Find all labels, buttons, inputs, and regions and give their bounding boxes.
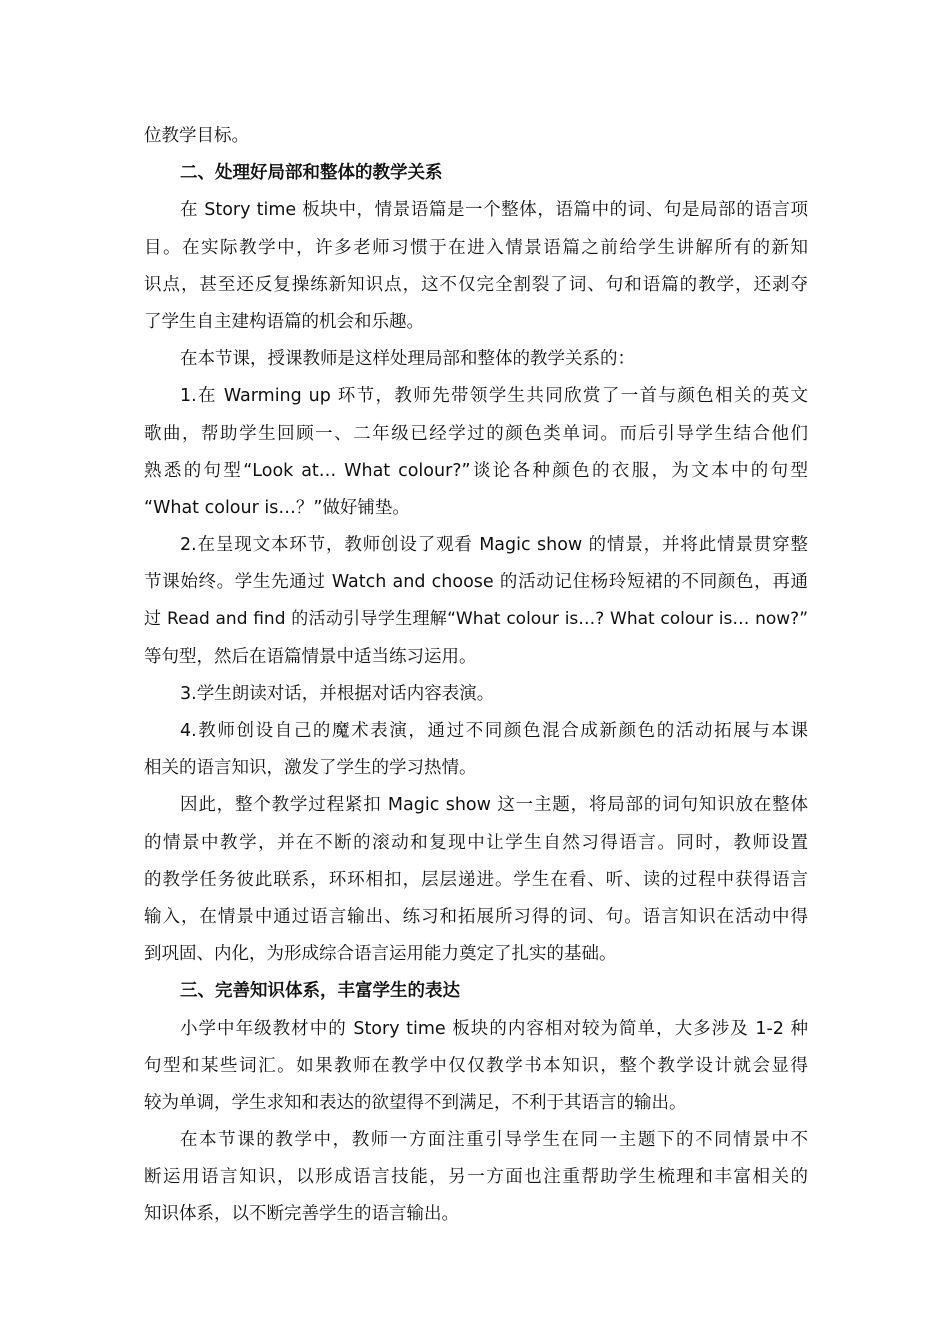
paragraph-line: 因此，整个教学过程紧扣 Magic show 这一主题，将局部的词句知识放在整体	[180, 795, 808, 816]
list-item-1-line: 歌曲，帮助学生回顾一、二年级已经学过的颜色类单词。而后引导学生结合他们	[144, 423, 808, 444]
paragraph-line: 小学中年级教材中的 Story time 板块的内容相对较为简单，大多涉及 1-2 种	[180, 1018, 808, 1039]
paragraph-line: 断运用语言知识，以形成语言技能，另一方面也注重帮助学生梳理和丰富相关的	[144, 1167, 808, 1188]
list-item-1-line: 熟悉的句型“Look at… What colour?”谈论各种颜色的衣服，为文本中的句型	[144, 460, 808, 481]
document-page	[144, 118, 808, 1234]
paragraph-line: 目。在实际教学中，许多老师习惯于在进入情景语篇之前给学生讲解所有的新知	[144, 237, 808, 258]
list-item-1-line: 1.在 Warming up 环节，教师先带领学生共同欣赏了一首与颜色相关的英文	[180, 386, 808, 407]
paragraph-line: 识点，甚至还反复操练新知识点，这不仅完全割裂了词、句和语篇的教学，还剥夺	[144, 274, 808, 295]
list-item-3-line: 3.学生朗读对话，并根据对话内容表演。	[180, 683, 495, 704]
paragraph-line: 了学生自主建构语篇的机会和乐趣。	[144, 311, 424, 332]
section-heading-2: 二、处理好局部和整体的教学关系	[180, 163, 443, 184]
list-item-2-line: 过 Read and find 的活动引导学生理解“What colour is…? What colour is… now?”	[144, 609, 808, 630]
list-item-2-line: 2.在呈现文本环节，教师创设了观看 Magic show 的情景，并将此情景贯穿整	[180, 535, 808, 556]
paragraph-line: 的情景中教学，并在不断的滚动和复现中让学生自然习得语言。同时，教师设置	[144, 832, 808, 853]
list-item-4-line: 4.教师创设自己的魔术表演，通过不同颜色混合成新颜色的活动拓展与本课	[180, 721, 808, 741]
paragraph-line: 较为单调，学生求知和表达的欲望得不到满足，不利于其语言的输出。	[144, 1092, 687, 1113]
list-item-2-line: 等句型，然后在语篇情景中适当练习运用。	[144, 646, 477, 667]
list-item-1-line: “What colour is…？”做好铺垫。	[144, 497, 410, 518]
list-item-2-line: 节课始终。学生先通过 Watch and choose 的活动记住杨玲短裙的不同颜色，再通	[144, 572, 808, 593]
paragraph-line: 输入，在情景中通过语言输出、练习和拓展所习得的词、句。语言知识在活动中得	[144, 906, 808, 927]
paragraph-line: 在本节课的教学中，教师一方面注重引导学生在同一主题下的不同情景中不	[180, 1130, 808, 1151]
list-item-4-line: 相关的语言知识，激发了学生的学习热情。	[144, 758, 477, 779]
paragraph-line: 在 Story time 板块中，情景语篇是一个整体，语篇中的词、句是局部的语言项	[180, 200, 808, 221]
paragraph-line: 的教学任务彼此联系，环环相扣，层层递进。学生在看、听、读的过程中获得语言	[144, 869, 808, 890]
paragraph-line: 到巩固、内化，为形成综合语言运用能力奠定了扎实的基础。	[144, 944, 617, 965]
paragraph-line: 句型和某些词汇。如果教师在教学中仅仅教学书本知识，整个教学设计就会显得	[144, 1055, 808, 1076]
section-heading-3: 三、完善知识体系，丰富学生的表达	[180, 981, 460, 1002]
paragraph-line: 位教学目标。	[144, 126, 249, 146]
paragraph-line: 知识体系，以不断完善学生的语言输出。	[144, 1204, 459, 1225]
paragraph-line: 在本节课，授课教师是这样处理局部和整体的教学关系的：	[180, 349, 635, 370]
